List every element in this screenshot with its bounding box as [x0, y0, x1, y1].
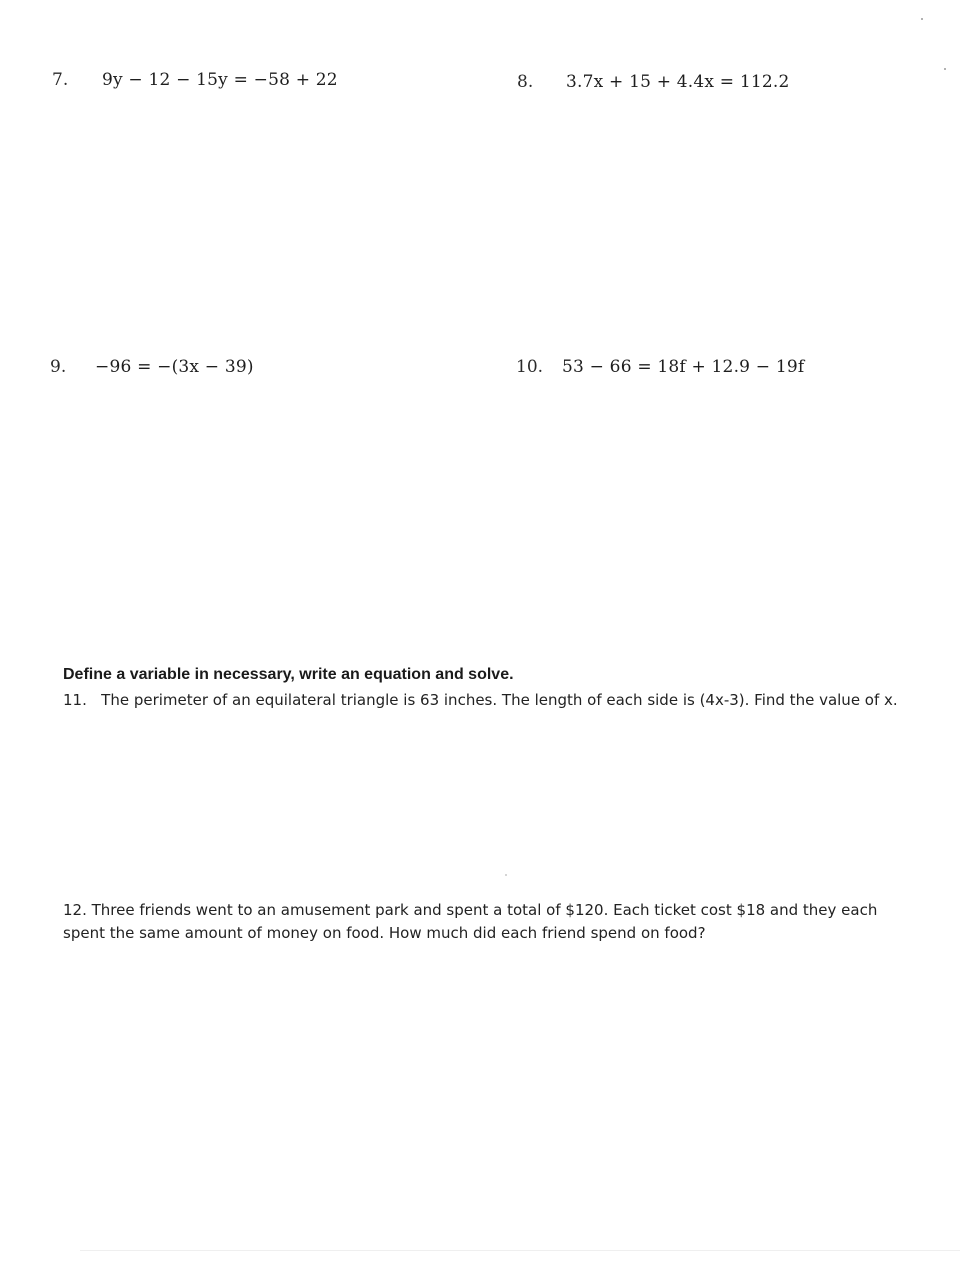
scan-edge: [80, 1250, 960, 1251]
problem-12-text: 12. Three friends went to an amusement park and spent a total of $120. Each ticket cost $18 and they each spent the same amount of money on food. How much did each friend spend on food?: [63, 901, 878, 942]
problem-10-number: 10.: [516, 357, 544, 377]
problem-7-number: 7.: [52, 70, 69, 90]
scan-speck: [944, 68, 946, 70]
section-heading: Define a variable in necessary, write an equation and solve.: [63, 666, 514, 683]
problem-11-text: The perimeter of an equilateral triangle is 63 inches. The length of each side is (4x-3). Find the value of x.: [101, 691, 898, 709]
scan-speck: [921, 18, 923, 20]
problem-8-number: 8.: [517, 72, 534, 92]
problem-11: [63, 689, 933, 712]
problem-9-equation: −96 = −(3x − 39): [95, 357, 254, 377]
problem-10-equation: 53 − 66 = 18f + 12.9 − 19f: [562, 357, 805, 377]
problem-7-equation: 9y − 12 − 15y = −58 + 22: [102, 70, 338, 90]
problem-8-equation: 3.7x + 15 + 4.4x = 112.2: [566, 72, 790, 92]
problem-9-number: 9.: [50, 357, 67, 377]
scan-speck: [505, 874, 507, 876]
problem-11-number: 11.: [63, 691, 87, 709]
